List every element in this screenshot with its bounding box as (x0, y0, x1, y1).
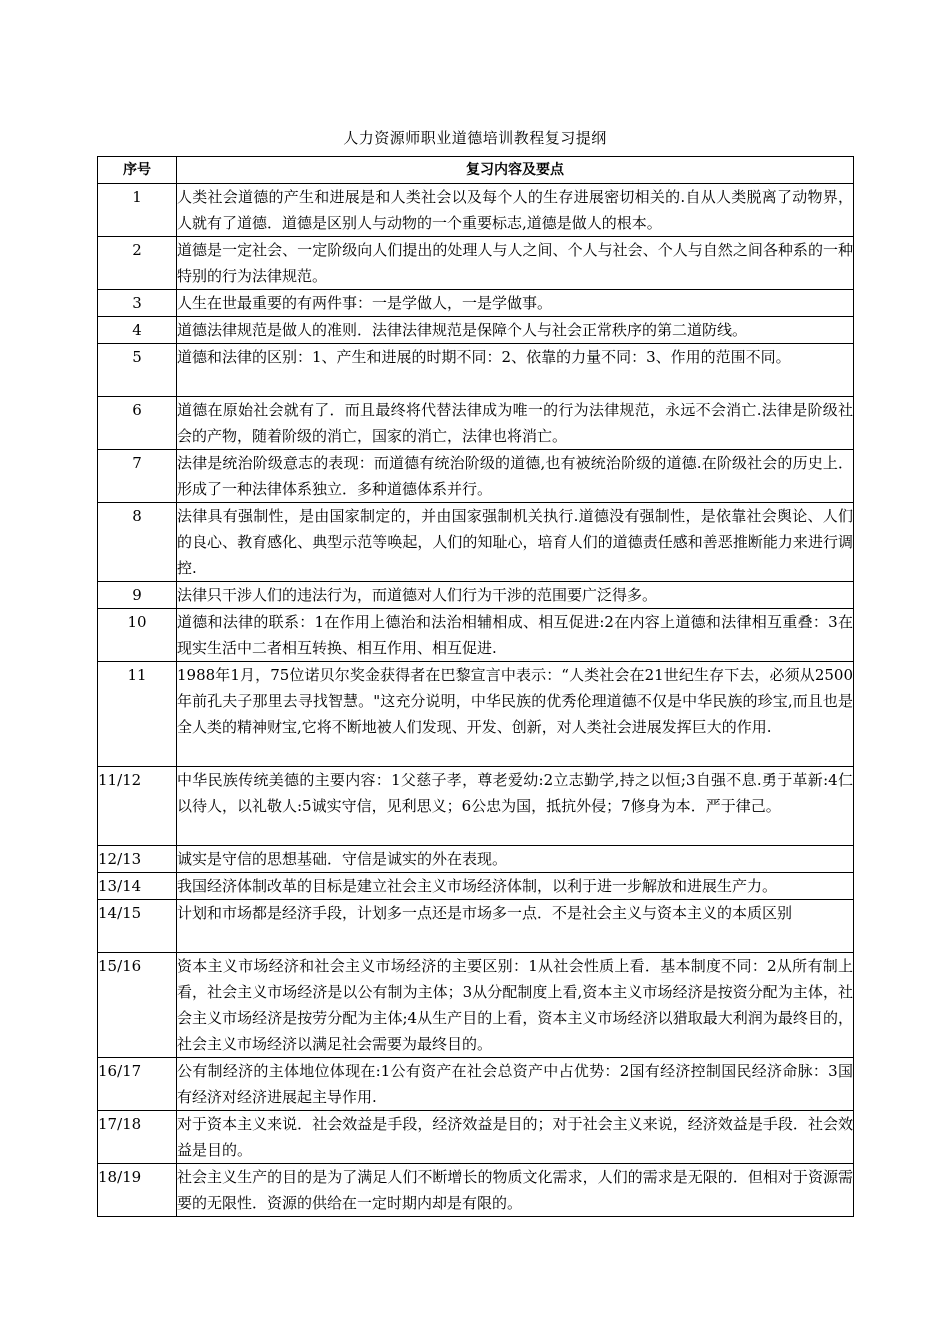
row-number: 2 (98, 237, 177, 290)
row-content: 道德在原始社会就有了．而且最终将代替法律成为唯一的行为法律规范，永远不会消亡.法律是阶级社会的产物，随着阶级的消亡，国家的消亡，法律也将消亡。 (177, 397, 854, 450)
table-row (98, 582, 854, 609)
header-number: 序号 (98, 157, 177, 184)
row-number: 11 (98, 662, 177, 767)
table-row (98, 662, 854, 767)
table-row (98, 317, 854, 344)
row-number: 8 (98, 503, 177, 582)
table-row (98, 767, 854, 846)
row-content: 我国经济体制改革的目标是建立社会主义市场经济体制，以利于进一步解放和进展生产力。 (177, 873, 854, 900)
row-number: 1 (98, 184, 177, 237)
row-number: 4 (98, 317, 177, 344)
table-row (98, 184, 854, 237)
row-number: 7 (98, 450, 177, 503)
table-row (98, 1164, 854, 1217)
row-content: 计划和市场都是经济手段，计划多一点还是市场多一点．不是社会主义与资本主义的本质区别 (177, 900, 854, 953)
row-number: 14/15 (98, 900, 177, 953)
row-number: 9 (98, 582, 177, 609)
row-content: 资本主义市场经济和社会主义市场经济的主要区别：1从社会性质上看．基本制度不同：2从所有制上看，社会主义市场经济是以公有制为主体；3从分配制度上看,资本主义市场经济是按资分配为主体，社会主义市场经济是按劳分配为主体;4从生产目的上看，资本主义市场经济以猎取最大利润为最终目的，社会主义市场经济以满足社会需要为最终目的。 (177, 953, 854, 1058)
review-table (97, 156, 854, 1217)
row-content: 中华民族传统美德的主要内容：1父慈子孝，尊老爱幼:2立志勤学,持之以恒;3自强不息.勇于革新:4仁以待人，以礼敬人:5诚实守信，见利思义；6公忠为国，抵抗外侵；7修身为本．严于律己。 (177, 767, 854, 846)
table-row (98, 609, 854, 662)
table-row (98, 1111, 854, 1164)
table-row (98, 237, 854, 290)
table-header-row (98, 157, 854, 184)
table-row (98, 873, 854, 900)
row-number: 6 (98, 397, 177, 450)
table-row (98, 503, 854, 582)
row-number: 17/18 (98, 1111, 177, 1164)
document-title: 人力资源师职业道德培训教程复习提纲 (343, 129, 607, 147)
table-row (98, 344, 854, 397)
row-content: 法律只干涉人们的违法行为，而道德对人们行为干涉的范围要广泛得多。 (177, 582, 854, 609)
row-content: 道德和法律的联系：1在作用上德治和法治相辅相成、相互促进:2在内容上道德和法律相互重叠：3在现实生活中二者相互转换、相互作用、相互促进. (177, 609, 854, 662)
table-row (98, 900, 854, 953)
row-content: 道德和法律的区别：1、产生和进展的时期不同：2、依靠的力量不同：3、作用的范围不同。 (177, 344, 854, 397)
row-number: 16/17 (98, 1058, 177, 1111)
table-row (98, 397, 854, 450)
table-row (98, 290, 854, 317)
table-row (98, 846, 854, 873)
row-content: 对于资本主义来说．社会效益是手段，经济效益是目的；对于社会主义来说，经济效益是手段．社会效益是目的。 (177, 1111, 854, 1164)
row-number: 11/12 (98, 767, 177, 846)
table-row (98, 1058, 854, 1111)
row-number: 10 (98, 609, 177, 662)
row-number: 15/16 (98, 953, 177, 1058)
row-number: 3 (98, 290, 177, 317)
row-content: 法律具有强制性，是由国家制定的，并由国家强制机关执行.道德没有强制性，是依靠社会舆论、人们的良心、教育感化、典型示范等唤起，人们的知耻心，培育人们的道德责任感和善恶推断能力来进行调控. (177, 503, 854, 582)
row-content: 公有制经济的主体地位体现在:1公有资产在社会总资产中占优势：2国有经济控制国民经济命脉：3国有经济对经济进展起主导作用. (177, 1058, 854, 1111)
row-number: 5 (98, 344, 177, 397)
row-number: 18/19 (98, 1164, 177, 1217)
row-number: 12/13 (98, 846, 177, 873)
row-content: 人类社会道德的产生和进展是和人类社会以及每个人的生存进展密切相关的.自从人类脱离了动物界，人就有了道德．道德是区别人与动物的一个重要标志,道德是做人的根本。 (177, 184, 854, 237)
row-content: 道德法律规范是做人的准则．法律法律规范是保障个人与社会正常秩序的第二道防线。 (177, 317, 854, 344)
row-content: 人生在世最重要的有两件事：一是学做人，一是学做事。 (177, 290, 854, 317)
row-number: 13/14 (98, 873, 177, 900)
row-content: 法律是统治阶级意志的表现：而道德有统治阶级的道德,也有被统治阶级的道德.在阶级社会的历史上．形成了一种法律体系独立．多种道德体系并行。 (177, 450, 854, 503)
table-row (98, 450, 854, 503)
row-content: 社会主义生产的目的是为了满足人们不断增长的物质文化需求，人们的需求是无限的．但相对于资源需要的无限性．资源的供给在一定时期内却是有限的。 (177, 1164, 854, 1217)
header-content: 复习内容及要点 (177, 157, 854, 184)
row-content: 诚实是守信的思想基础．守信是诚实的外在表现。 (177, 846, 854, 873)
row-content: 道德是一定社会、一定阶级向人们提出的处理人与人之间、个人与社会、个人与自然之间各种系的一种特别的行为法律规范。 (177, 237, 854, 290)
table-row (98, 953, 854, 1058)
row-content: 1988年1月，75位诺贝尔奖金获得者在巴黎宣言中表示：“人类社会在21世纪生存下去，必须从2500年前孔夫子那里去寻找智慧。"这充分说明，中华民族的优秀伦理道德不仅是中华民族的珍宝,而且也是全人类的精神财宝,它将不断地被人们发现、开发、创新，对人类社会进展发挥巨大的作用. (177, 662, 854, 767)
